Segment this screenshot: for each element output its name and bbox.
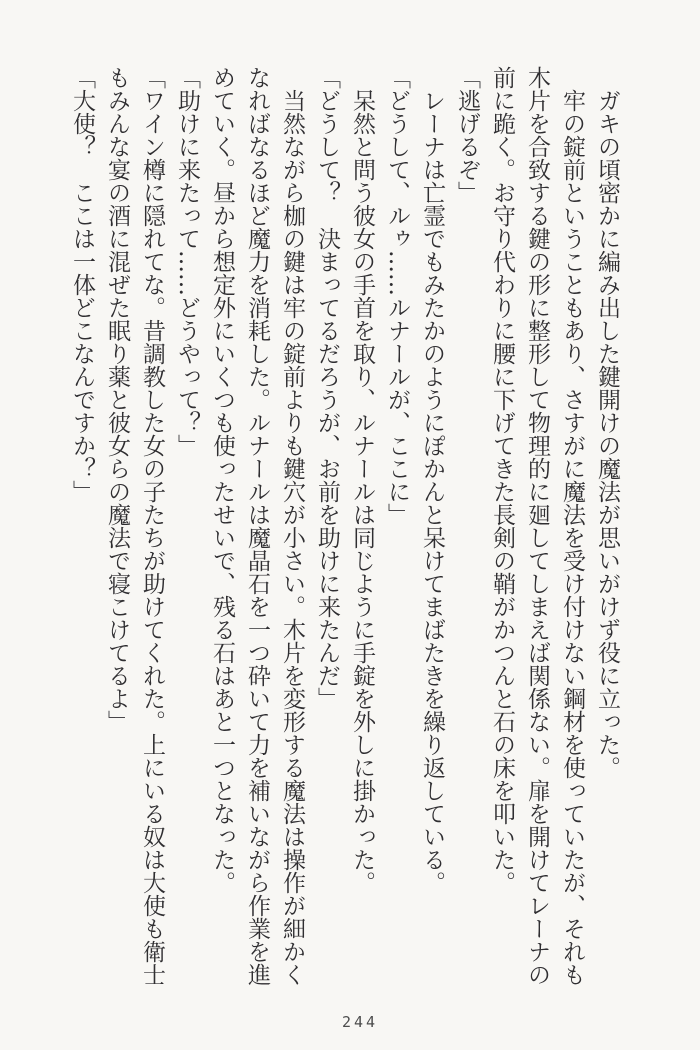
paragraph-8: 当然ながら枷の鍵は牢の錠前よりも鍵穴が小さい。木片を変形する魔法は操作が細かくなればなるほど魔力を消耗した。ルナールは魔晶石を一つ砕いて力を補いながら作業を進めていく。昼から想定外にいくつも使ったせいで、残る石はあと一つとなった。 [209,66,305,986]
paragraph-9: 「助けに来たって……どうやって？」 [174,66,200,457]
paragraph-5: 「どうして、ルゥ……ルナールが、ここに」 [384,66,410,526]
paragraph-6: 呆然と問う彼女の手首を取り、ルナールは同じように手錠を外しに掛かった。 [349,89,375,894]
paragraph-4: レーナは亡霊でもみたかのようにぽかんと呆けてまばたきを繰り返している。 [419,89,445,894]
paragraph-3: 「逃げるぞ」 [454,66,480,204]
paragraph-2: 牢の錠前ということもあり、さすがに魔法を受け付けない鋼材を使っていたが、それも木片を合致する鍵の形に整形して物理的に廻してしまえば関係ない。扉を開けてレーナの前に跪く。お守り代わりに腰に下げてきた長剣の鞘がかつんと石の床を叩いた。 [489,66,585,986]
page-text-block [64,66,624,988]
page-number: 244 [342,1013,379,1031]
paragraph-1: ガキの頃密かに編み出した鍵開けの魔法が思いがけず役に立った。 [594,89,620,779]
paragraph-7: 「どうして？ 決まってるだろうが、お前を助けに来たんだ」 [314,66,340,710]
paragraph-10: 「ワイン樽に隠れてな。昔調教した女の子たちが助けてくれた。上にいる奴は大使も衛士もみんな宴の酒に混ぜた眠り薬と彼女らの魔法で寝こけてるよ」 [104,66,165,986]
paragraph-11: 「大使？ ここは一体どこなんですか？」 [69,66,95,503]
